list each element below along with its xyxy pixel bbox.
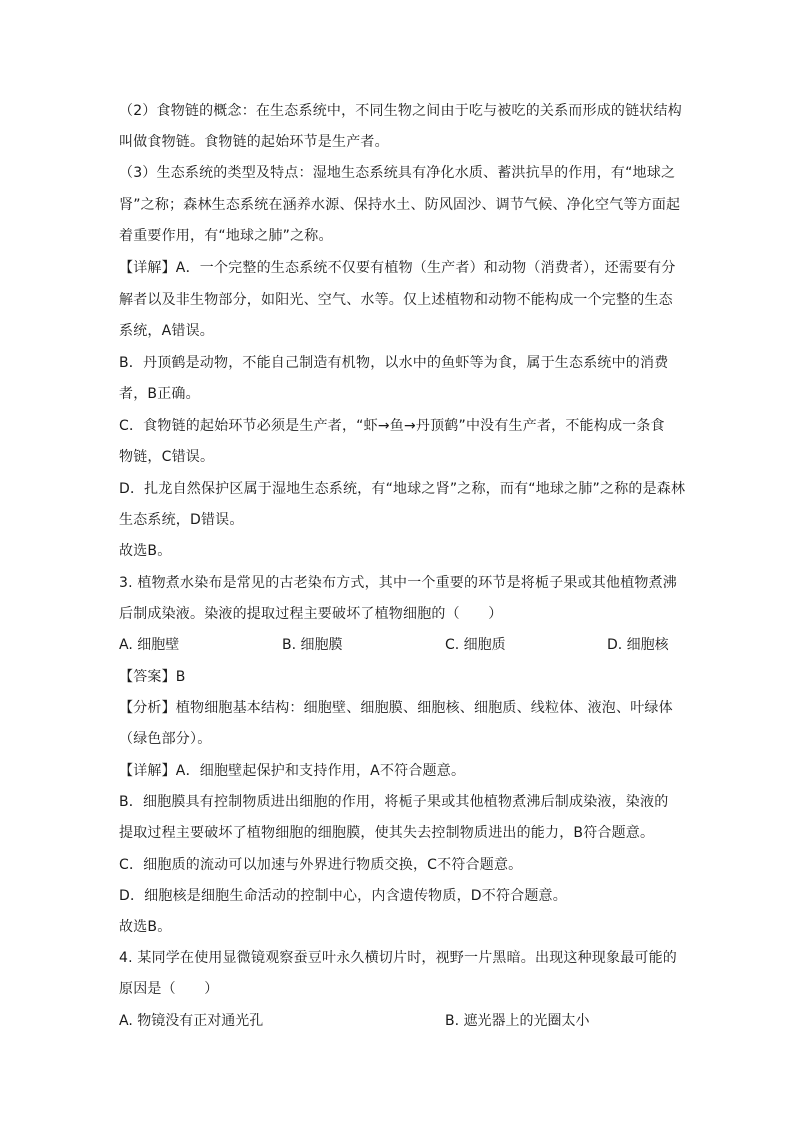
text-line: 【分析】植物细胞基本结构：细胞壁、细胞膜、细胞核、细胞质、线粒体、液泡、叶绿体 [119,700,673,716]
answer-option: A. 物镜没有正对通光孔 [119,1013,264,1029]
answer-option: B. 细胞膜 [282,637,343,653]
text-line: D．扎龙自然保护区属于湿地生态系统，有“地球之肾”之称，而有“地球之肺”之称的是森林 [119,481,686,497]
text-line: 系统，A错误。 [119,323,214,339]
text-line: 故选B。 [119,543,172,559]
text-line: 生态系统，D错误。 [119,512,244,528]
text-line: 叫做食物链。食物链的起始环节是生产者。 [119,134,389,150]
text-line: 【详解】A．细胞壁起保护和支持作用，A不符合题意。 [119,763,466,779]
text-line: 【答案】B [119,669,186,685]
text-line: （绿色部分）。 [119,731,212,747]
text-line: 着重要作用，有“地球之肺”之称。 [119,228,333,244]
text-line: 物链，C错误。 [119,449,215,465]
text-line: 故选B。 [119,919,172,935]
text-line: C．细胞质的流动可以加速与外界进行物质交换，C不符合题意。 [119,857,523,873]
text-line: B．丹顶鹤是动物，不能自己制造有机物，以水中的鱼虾等为食，属于生态系统中的消费 [119,355,669,371]
text-line: D．细胞核是细胞生命活动的控制中心，内含遗传物质，D不符合题意。 [119,888,567,904]
text-line: （3）生态系统的类型及特点：湿地生态系统具有净化水质、蓄洪抗旱的作用，有“地球之 [119,165,676,181]
answer-option: C. 细胞质 [445,637,506,653]
text-line: 提取过程主要破坏了植物细胞的细胞膜，使其失去控制物质进出的能力，B符合题意。 [119,825,655,841]
answer-option: D. 细胞核 [607,637,669,653]
text-line: 者，B正确。 [119,386,200,402]
text-line: 【详解】A．一个完整的生态系统不仅要有植物（生产者）和动物（消费者），还需要有分 [119,260,676,276]
text-line: 3. 植物煮水染布是常见的古老染布方式，其中一个重要的环节是将栀子果或其他植物煮沸 [119,575,678,591]
answer-option: B. 遮光器上的光圈太小 [445,1013,590,1029]
answer-option: A. 细胞壁 [119,637,180,653]
text-line: 后制成染液。染液的提取过程主要破坏了植物细胞的（ ） [119,606,503,622]
text-line: 原因是（ ） [119,981,219,997]
text-line: 解者以及非生物部分，如阳光、空气、水等。仅上述植物和动物不能构成一个完整的生态 [119,292,673,308]
text-line: （2）食物链的概念：在生态系统中，不同生物之间由于吃与被吃的关系而形成的链状结构 [119,103,682,119]
text-line: C．食物链的起始环节必须是生产者，“虾→鱼→丹顶鹤”中没有生产者，不能构成一条食 [119,418,665,434]
text-line: 肾”之称；森林生态系统在涵养水源、保持水土、防风固沙、调节气候、净化空气等方面起 [119,197,681,213]
text-line: B．细胞膜具有控制物质进出细胞的作用，将栀子果或其他植物煮沸后制成染液，染液的 [119,794,669,810]
text-line: 4. 某同学在使用显微镜观察蚕豆叶永久横切片时，视野一片黑暗。出现这种现象最可能的 [119,950,678,966]
